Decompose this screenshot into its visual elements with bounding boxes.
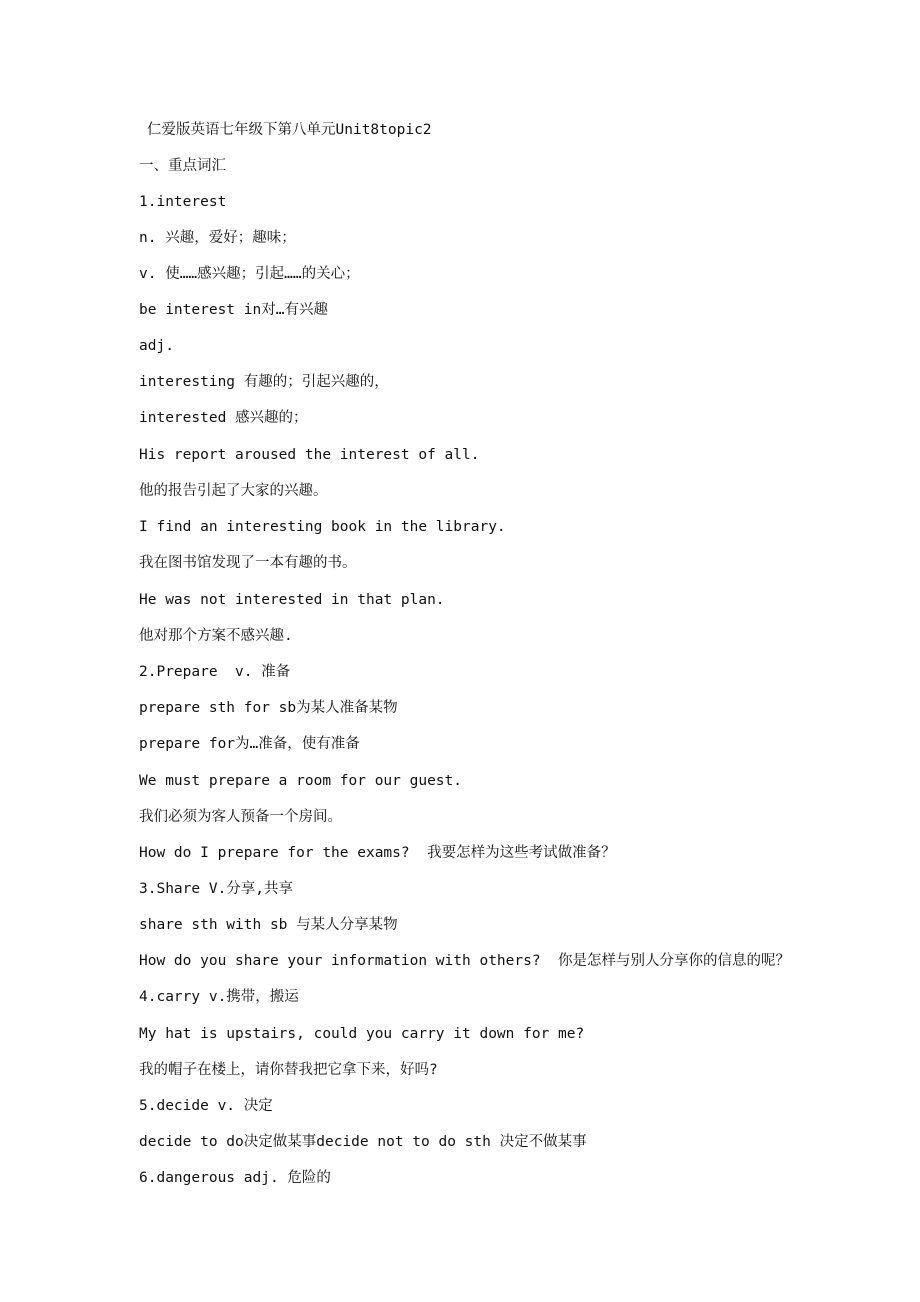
- text-line: His report aroused the interest of all.: [139, 447, 480, 463]
- text-line: 我的帽子在楼上，请你替我把它拿下来，好吗?: [139, 1062, 438, 1078]
- text-line: My hat is upstairs, could you carry it down for me?: [139, 1026, 585, 1042]
- text-line: v. 使……感兴趣；引起……的关心；: [139, 266, 360, 282]
- text-line: He was not interested in that plan.: [139, 592, 445, 608]
- text-line: decide to do决定做某事decide not to do sth 决定不做某事: [139, 1134, 587, 1150]
- document-title: 仁爱版英语七年级下第八单元Unit8topic2: [147, 122, 432, 138]
- text-line: share sth with sb 与某人分享某物: [139, 917, 398, 933]
- text-line: interested 感兴趣的；: [139, 410, 308, 426]
- text-line: How do you share your information with others? 你是怎样与别人分享你的信息的呢？: [139, 953, 791, 969]
- text-line: 2.Prepare v. 准备: [139, 664, 291, 680]
- text-line: 4.carry v.携带，搬运: [139, 989, 299, 1005]
- text-line: 1.interest: [139, 194, 227, 210]
- text-line: adj.: [139, 338, 174, 354]
- text-line: prepare sth for sb为某人准备某物: [139, 700, 398, 716]
- text-line: be interest in对…有兴趣: [139, 302, 328, 318]
- text-line: 我们必须为客人预备一个房间。: [139, 809, 342, 825]
- text-line: interesting 有趣的；引起兴趣的，: [139, 374, 389, 390]
- text-line: We must prepare a room for our guest.: [139, 773, 463, 789]
- text-line: 他的报告引起了大家的兴趣。: [139, 483, 328, 499]
- section-heading: 一、重点词汇: [139, 158, 226, 174]
- text-line: 我在图书馆发现了一本有趣的书。: [139, 555, 357, 571]
- text-line: 5.decide v. 决定: [139, 1098, 273, 1114]
- text-line: I find an interesting book in the library.: [139, 519, 506, 535]
- text-line: 他对那个方案不感兴趣.: [139, 628, 293, 644]
- text-line: prepare for为…准备，使有准备: [139, 736, 360, 752]
- text-line: n. 兴趣，爱好；趣味；: [139, 230, 296, 246]
- text-line: How do I prepare for the exams? 我要怎样为这些考试做准备？: [139, 845, 616, 861]
- text-line: 6.dangerous adj. 危险的: [139, 1170, 331, 1186]
- text-line: 3.Share V.分享,共享: [139, 881, 294, 897]
